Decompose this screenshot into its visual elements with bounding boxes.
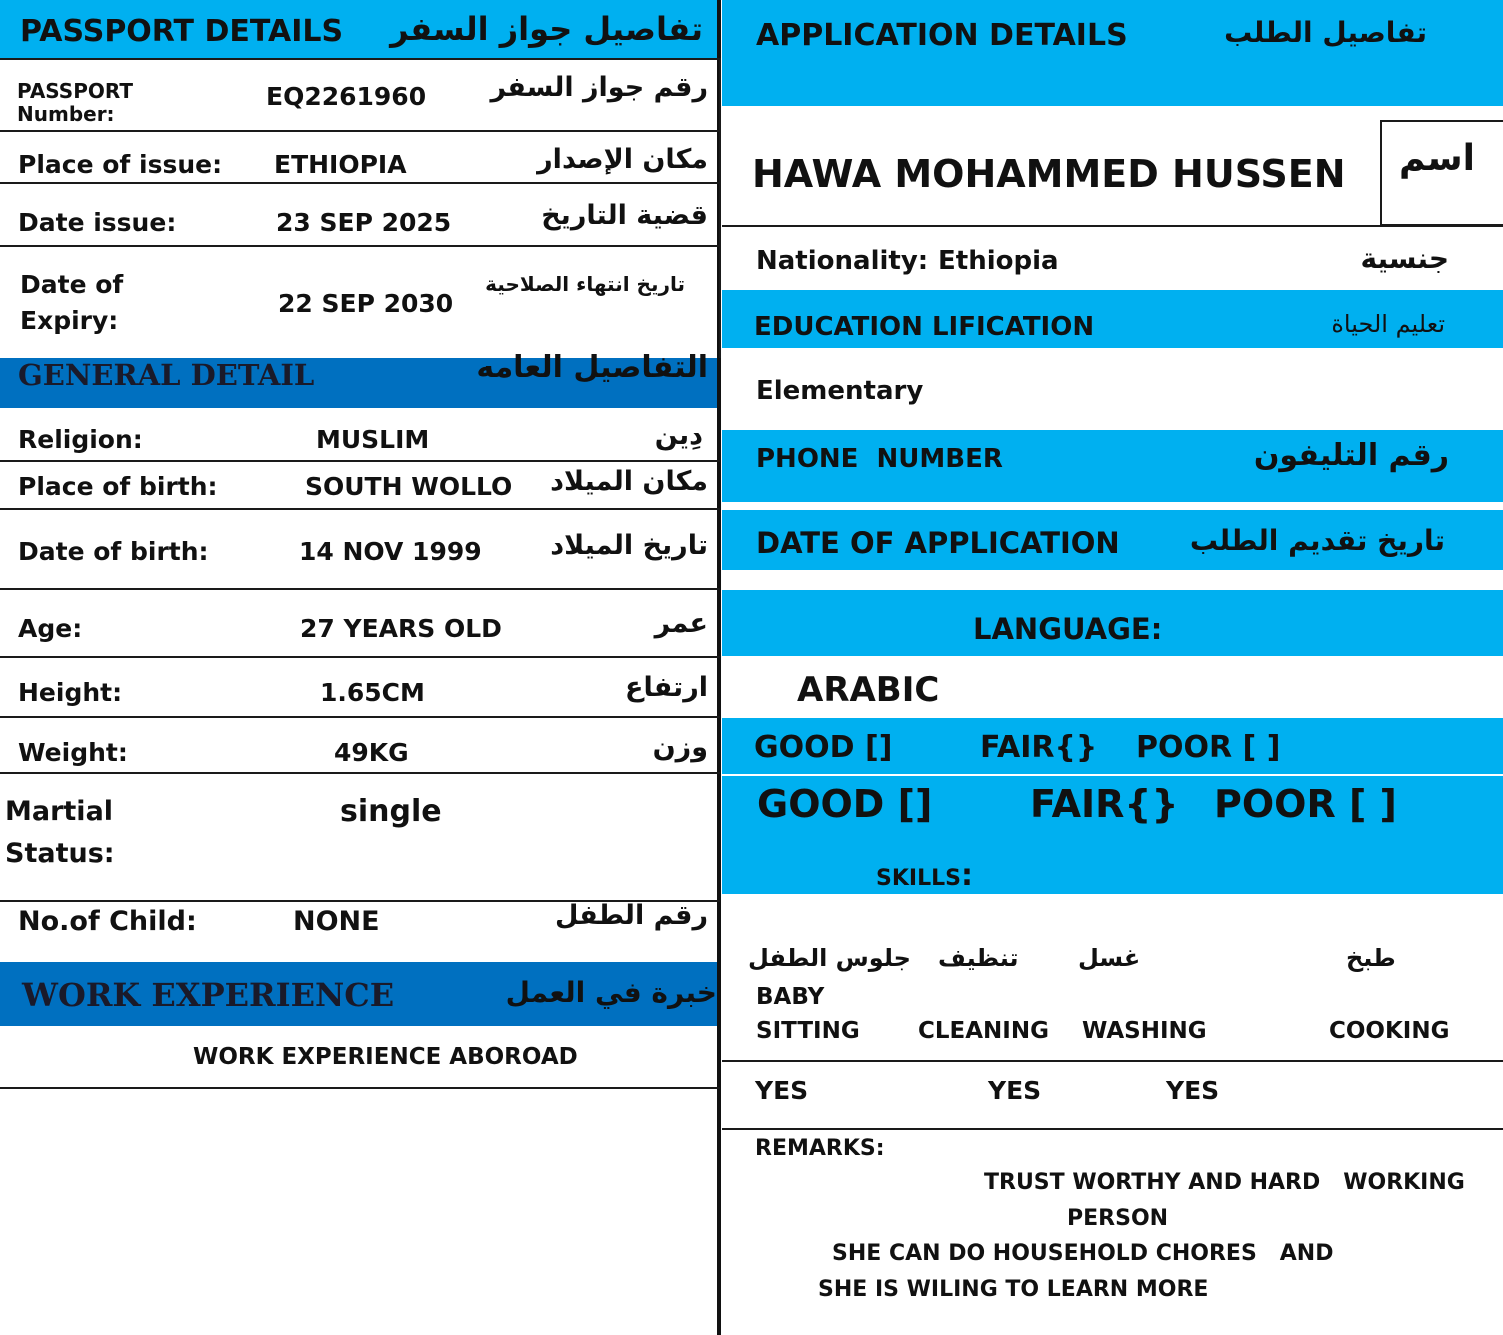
pob-label: Place of birth: <box>18 472 218 501</box>
divider <box>0 508 720 510</box>
rating-good-1: GOOD [] <box>754 730 893 765</box>
phone-title: PHONE NUMBER <box>756 444 1003 474</box>
height-ar: ارتفاع <box>625 672 708 703</box>
general-title-ar: التفاصيل العامه <box>476 350 708 385</box>
marital-label-2: Status: <box>5 838 115 869</box>
expiry-label-1: Date of <box>20 270 124 299</box>
child-label: No.of Child: <box>18 906 197 937</box>
skill-washing-yes: YES <box>1166 1076 1220 1105</box>
place-issue-ar: مكان الإصدار <box>537 144 708 175</box>
divider <box>722 1128 1503 1130</box>
skill-cleaning-yes: YES <box>988 1076 1042 1105</box>
work-title: WORK EXPERIENCE <box>22 976 395 1014</box>
remarks-line-1: TRUST WORTHY AND HARD WORKING <box>984 1170 1465 1195</box>
passport-title-ar: تفاصيل جواز السفر <box>390 10 703 48</box>
remarks-label: REMARKS: <box>755 1136 885 1161</box>
date-issue-value: 23 SEP 2025 <box>276 208 452 237</box>
pob-ar: مكان الميلاد <box>550 466 708 497</box>
age-ar: عمر <box>654 608 708 639</box>
divider <box>0 460 720 462</box>
divider <box>0 716 720 718</box>
nationality-value: Ethiopia <box>938 246 1059 276</box>
dob-value: 14 NOV 1999 <box>299 537 482 566</box>
weight-value: 49KG <box>334 738 409 767</box>
education-title: EDUCATION LIFICATION <box>754 312 1095 342</box>
height-value: 1.65CM <box>320 678 425 707</box>
date-application-title: DATE OF APPLICATION <box>756 526 1120 560</box>
skill-cleaning-ar: تنظيف <box>938 944 1019 972</box>
marital-value: single <box>340 794 442 829</box>
divider <box>0 588 720 590</box>
skill-cleaning: CLEANING <box>918 1018 1049 1044</box>
skills-band <box>722 834 1503 894</box>
general-title: GENERAL DETAIL <box>18 358 315 392</box>
religion-label: Religion: <box>18 425 143 454</box>
child-ar: رقم الطفل <box>554 900 708 931</box>
phone-ar: رقم التليفون <box>1253 438 1449 473</box>
height-label: Height: <box>18 678 123 707</box>
nationality-label: Nationality: <box>756 246 929 276</box>
rating-fair-1: FAIR{} <box>980 730 1098 765</box>
rating-poor-1: POOR [ ] <box>1136 730 1281 765</box>
nationality-ar: جنسية <box>1360 242 1449 275</box>
remarks-line-2: PERSON <box>1067 1206 1169 1231</box>
divider <box>0 656 720 658</box>
applicant-name-ar: اسم <box>1399 138 1475 179</box>
divider <box>0 130 720 132</box>
expiry-value: 22 SEP 2030 <box>278 289 454 318</box>
language-title: LANGUAGE: <box>973 612 1163 646</box>
skill-baby-ar: جلوس الطفل <box>748 944 911 972</box>
skill-baby-yes: YES <box>755 1076 809 1105</box>
place-issue-value: ETHIOPIA <box>274 150 407 179</box>
expiry-label-2: Expiry: <box>20 306 119 335</box>
applicant-name: HAWA MOHAMMED HUSSEN <box>752 152 1346 196</box>
divider <box>0 182 720 184</box>
skill-baby-2: SITTING <box>756 1018 860 1044</box>
dob-ar: تاريخ الميلاد <box>550 530 708 561</box>
religion-ar: دِين <box>654 420 703 451</box>
application-title-ar: تفاصيل الطلب <box>1224 16 1427 49</box>
application-title: APPLICATION DETAILS <box>756 18 1128 53</box>
pob-value: SOUTH WOLLO <box>305 472 513 501</box>
skills-title-text: SKILLS <box>876 866 961 891</box>
language-name: ARABIC <box>797 670 940 710</box>
passport-number-label-text: PASSPORT Number: <box>17 79 134 126</box>
passport-title: PASSPORT DETAILS <box>20 14 344 49</box>
skills-title-colon: : <box>960 858 973 893</box>
weight-ar: وزن <box>652 732 708 763</box>
marital-label-1: Martial <box>5 796 114 827</box>
divider <box>0 772 720 774</box>
remarks-line-3: SHE CAN DO HOUSEHOLD CHORES AND <box>832 1241 1334 1266</box>
remarks-line-4: SHE IS WILING TO LEARN MORE <box>818 1277 1209 1302</box>
skills-title <box>876 858 973 893</box>
age-label: Age: <box>18 614 83 643</box>
rating-poor-2: POOR [ ] <box>1214 782 1397 826</box>
passport-right-border <box>719 58 721 358</box>
skill-washing-ar: غسل <box>1078 944 1141 972</box>
education-value: Elementary <box>756 376 924 406</box>
date-application-ar: تاريخ تقديم الطلب <box>1189 524 1445 557</box>
expiry-ar: تاريخ انتهاء الصلاحية <box>485 272 685 296</box>
date-issue-label: Date issue: <box>18 208 177 237</box>
skill-baby-1: BABY <box>756 984 825 1010</box>
child-value: NONE <box>293 906 380 937</box>
dob-label: Date of birth: <box>18 537 209 566</box>
passport-number-ar: رقم جواز السفر <box>490 72 708 103</box>
skill-washing: WASHING <box>1082 1018 1207 1044</box>
skill-cooking-ar: طبخ <box>1346 944 1396 972</box>
divider <box>0 245 720 247</box>
weight-label: Weight: <box>18 738 128 767</box>
divider <box>722 1060 1503 1062</box>
education-ar: تعليم الحياة <box>1331 310 1445 338</box>
divider <box>0 1087 720 1089</box>
age-value: 27 YEARS OLD <box>300 614 502 643</box>
skill-cooking: COOKING <box>1329 1018 1450 1044</box>
religion-value: MUSLIM <box>316 425 430 454</box>
work-title-ar: خبرة في العمل <box>505 976 717 1009</box>
passport-number-label <box>17 80 137 126</box>
passport-number-value: EQ2261960 <box>266 82 427 111</box>
rating-good-2: GOOD [] <box>757 782 933 826</box>
place-issue-label: Place of issue: <box>18 150 223 179</box>
work-abroad: WORK EXPERIENCE ABOROAD <box>193 1044 578 1070</box>
divider <box>0 58 720 60</box>
rating-fair-2: FAIR{} <box>1030 782 1179 826</box>
date-issue-ar: قضية التاريخ <box>541 200 708 231</box>
